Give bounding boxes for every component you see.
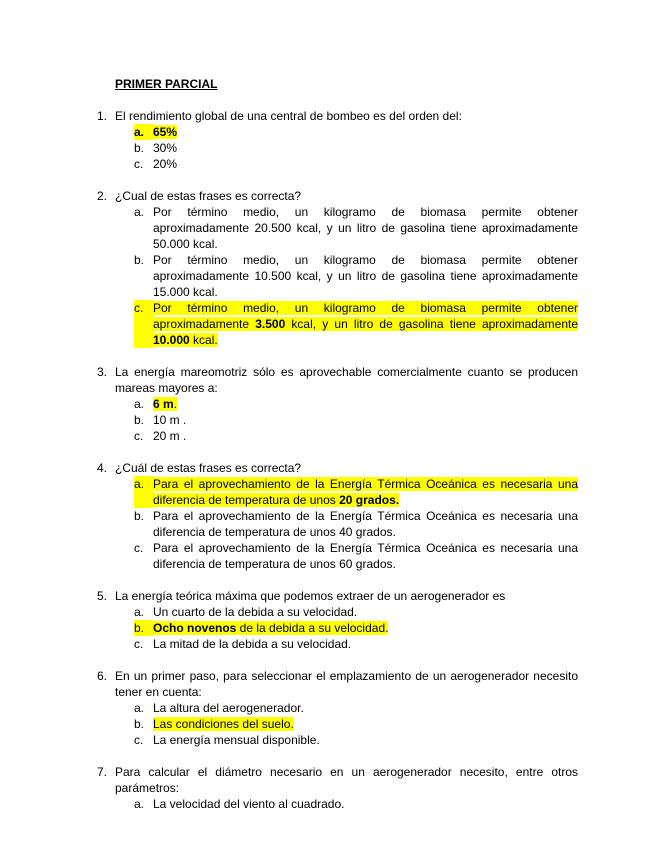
question xyxy=(97,668,578,748)
question xyxy=(97,188,578,348)
question-text: Para calcular el diámetro necesario en un aerogenerador necesito, entre otros parámetros: xyxy=(115,765,578,795)
option-text xyxy=(153,716,578,732)
option-text xyxy=(153,428,578,444)
answer-option xyxy=(134,396,578,412)
option-text-segment: 20% xyxy=(153,157,178,171)
option-text xyxy=(153,620,578,636)
option-text-segment: 10.000 xyxy=(153,333,190,347)
answer-option xyxy=(134,124,578,140)
option-letter: c. xyxy=(134,541,144,555)
option-text xyxy=(153,636,578,652)
answer-option xyxy=(134,700,578,716)
option-text xyxy=(153,540,578,572)
option-list xyxy=(134,604,578,652)
option-letter: b. xyxy=(134,413,145,427)
option-text-segment: 10 m . xyxy=(153,413,187,427)
option-text-segment: 65% xyxy=(153,125,178,139)
question-number: 1. xyxy=(97,109,108,123)
option-letter: a. xyxy=(134,476,153,508)
answer-option xyxy=(134,508,578,540)
option-text-segment: La mitad de la debida a su velocidad. xyxy=(153,637,352,651)
question-text: ¿Cual de estas frases es correcta? xyxy=(115,189,302,203)
option-list xyxy=(134,124,578,172)
option-text xyxy=(153,700,578,716)
question-number: 5. xyxy=(97,589,108,603)
option-letter: c. xyxy=(134,157,144,171)
question-line xyxy=(97,188,578,204)
option-letter: b. xyxy=(134,141,145,155)
option-text-segment: kcal, y un litro de gasolina tiene aproximadamente xyxy=(285,317,578,331)
option-letter: c. xyxy=(134,637,144,651)
option-text xyxy=(153,732,578,748)
option-letter: a. xyxy=(134,124,153,140)
question-line xyxy=(97,364,578,396)
option-text-segment: La energía mensual disponible. xyxy=(153,733,320,747)
option-letter: a. xyxy=(134,701,145,715)
option-text-segment: La altura del aerogenerador. xyxy=(153,701,304,715)
option-list xyxy=(134,700,578,748)
page-title: PRIMER PARCIAL xyxy=(115,77,218,91)
option-letter: a. xyxy=(134,797,145,811)
question-text: El rendimiento global de una central de bombeo es del orden del: xyxy=(115,109,462,123)
option-letter: a. xyxy=(134,205,145,219)
answer-option xyxy=(134,604,578,620)
option-letter: c. xyxy=(134,733,144,747)
option-letter: c. xyxy=(134,300,153,348)
question-list xyxy=(97,108,578,812)
question xyxy=(97,364,578,444)
question xyxy=(97,764,578,812)
question-line xyxy=(97,588,578,604)
answer-option xyxy=(134,204,578,252)
option-letter: a. xyxy=(134,605,145,619)
option-text-segment: kcal. xyxy=(189,333,218,347)
answer-option xyxy=(134,716,578,732)
question-line xyxy=(97,668,578,700)
question-text: ¿Cuál de estas frases es correcta? xyxy=(115,461,302,475)
question-text: En un primer paso, para seleccionar el emplazamiento de un aerogenerador necesito tener en cuenta: xyxy=(115,669,578,699)
answer-option xyxy=(134,140,578,156)
option-text-segment: 3.500 xyxy=(255,317,286,331)
question-line xyxy=(97,460,578,476)
option-text-segment: Las condiciones del suelo. xyxy=(153,717,294,731)
option-text-segment: . xyxy=(173,397,178,411)
question-number: 4. xyxy=(97,461,108,475)
option-text xyxy=(153,604,578,620)
option-text-segment: Para el aprovechamiento de la Energía Térmica Oceánica es necesaria una diferencia de temperatura de unos 60 grados. xyxy=(153,541,578,571)
option-text-segment: Por término medio, un kilogramo de biomasa permite obtener aproximadamente 20.500 kcal, y un litro de gasolina tiene aproximadamente 50.000 kcal. xyxy=(153,205,578,251)
option-text-segment: Un cuarto de la debida a su velocidad. xyxy=(153,605,358,619)
option-text-segment: Para el aprovechamiento de la Energía Térmica Oceánica es necesaria una diferencia de temperatura de unos xyxy=(153,477,578,507)
option-text xyxy=(153,124,578,140)
answer-option xyxy=(134,732,578,748)
option-list xyxy=(134,796,578,812)
option-text-segment: Ocho novenos xyxy=(153,621,237,635)
answer-option xyxy=(134,412,578,428)
option-letter: b. xyxy=(134,717,145,731)
option-text-segment: Por término medio, un kilogramo de biomasa permite obtener aproximadamente 10.500 kcal, y un litro de gasolina tiene aproximadamente 15.000 kcal. xyxy=(153,253,578,299)
option-text xyxy=(153,204,578,252)
question-text: La energía mareomotriz sólo es aprovechable comercialmente cuanto se producen mareas mayores a: xyxy=(115,365,578,395)
option-text-segment: Por término medio, un kilogramo de biomasa permite obtener aproximadamente xyxy=(153,301,578,331)
question-number: 6. xyxy=(97,669,108,683)
option-list xyxy=(134,204,578,348)
question-line xyxy=(97,108,578,124)
option-text xyxy=(153,796,578,812)
document-page xyxy=(97,76,578,828)
option-letter: b. xyxy=(134,620,153,636)
option-text xyxy=(153,508,578,540)
answer-option xyxy=(134,428,578,444)
option-text-segment: La velocidad del viento al cuadrado. xyxy=(153,797,345,811)
option-text xyxy=(153,412,578,428)
question-number: 3. xyxy=(97,365,108,379)
option-text xyxy=(153,140,578,156)
option-text-segment: 6 m xyxy=(153,397,174,411)
option-list xyxy=(134,476,578,572)
question-number: 7. xyxy=(97,765,108,779)
question-line xyxy=(97,764,578,796)
option-text-segment: 20 grados. xyxy=(339,493,400,507)
answer-option xyxy=(134,540,578,572)
question-text: La energía teórica máxima que podemos extraer de un aerogenerador es xyxy=(115,589,506,603)
option-text-segment: de la debida a su velocidad. xyxy=(236,621,389,635)
answer-option xyxy=(134,156,578,172)
answer-option xyxy=(134,476,578,508)
question xyxy=(97,460,578,572)
answer-option xyxy=(134,252,578,300)
question xyxy=(97,108,578,172)
option-letter: a. xyxy=(134,397,145,411)
option-text xyxy=(153,476,578,508)
question xyxy=(97,588,578,652)
option-letter: c. xyxy=(134,429,144,443)
option-text xyxy=(153,300,578,348)
option-text xyxy=(153,156,578,172)
option-list xyxy=(134,396,578,444)
option-text-segment: 30% xyxy=(153,141,178,155)
answer-option xyxy=(134,620,578,636)
option-letter: b. xyxy=(134,509,145,523)
option-text xyxy=(153,252,578,300)
answer-option xyxy=(134,300,578,348)
option-text xyxy=(153,396,578,412)
option-letter: b. xyxy=(134,253,145,267)
answer-option xyxy=(134,636,578,652)
option-text-segment: 20 m . xyxy=(153,429,187,443)
option-text-segment: Para el aprovechamiento de la Energía Térmica Oceánica es necesaria una diferencia de temperatura de unos 40 grados. xyxy=(153,509,578,539)
answer-option xyxy=(134,796,578,812)
question-number: 2. xyxy=(97,189,108,203)
